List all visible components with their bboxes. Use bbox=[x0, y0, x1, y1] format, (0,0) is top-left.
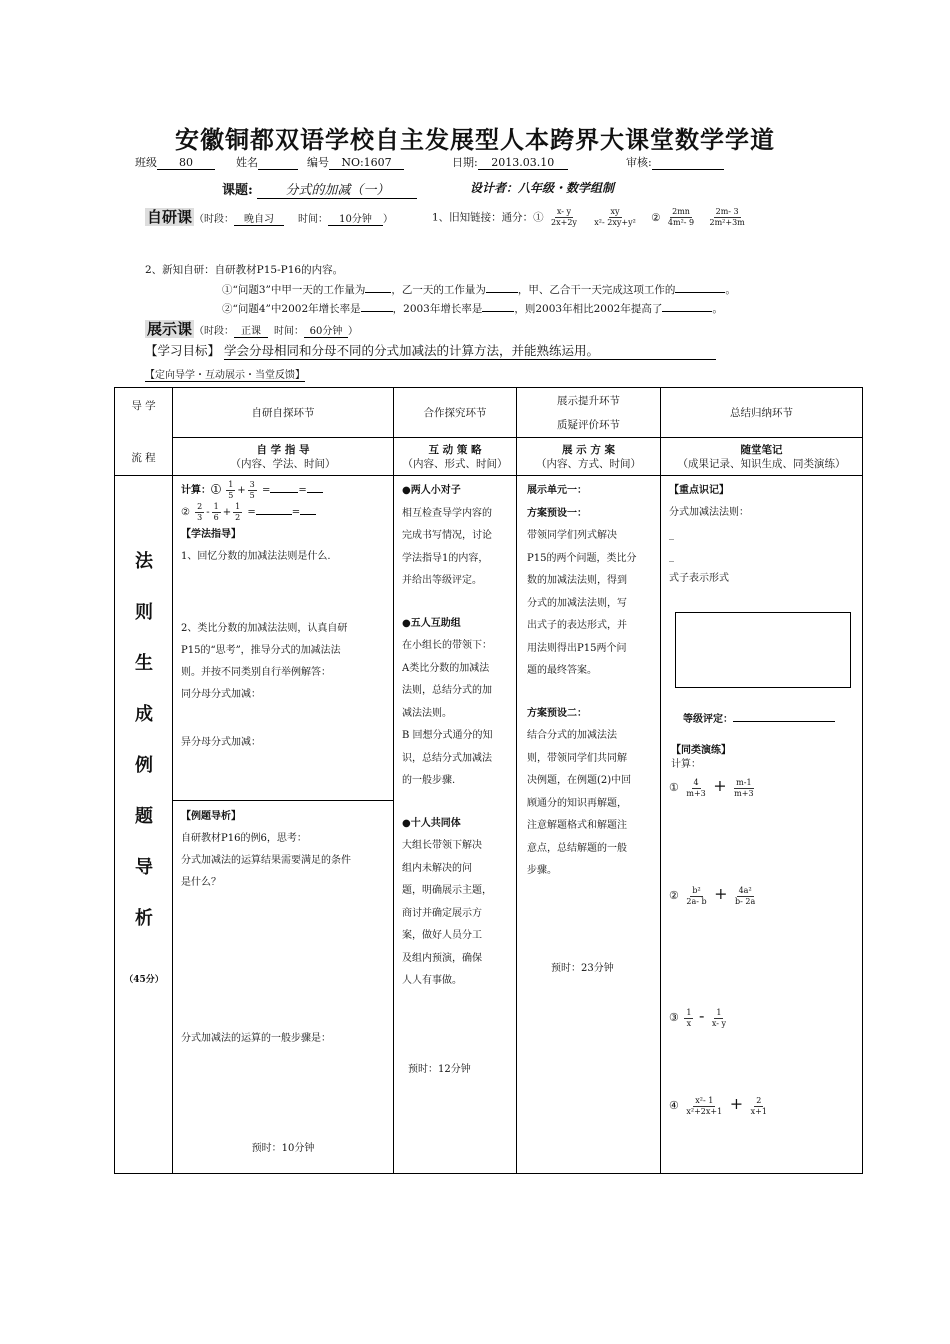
question-1 bbox=[222, 281, 736, 297]
key-block bbox=[661, 476, 862, 594]
topic-line bbox=[222, 179, 417, 199]
op: = bbox=[247, 507, 256, 518]
flow-header bbox=[115, 388, 173, 476]
denominator: 3 bbox=[197, 513, 203, 522]
self-study-time-open: （时段： bbox=[194, 214, 235, 225]
show-duration: 60分钟 bbox=[304, 322, 348, 338]
op: = bbox=[298, 485, 307, 496]
class-value: 80 bbox=[157, 156, 215, 170]
side-char: 成 bbox=[135, 704, 153, 725]
flow-bottom: 流 程 bbox=[131, 451, 156, 464]
review-label: 审核: bbox=[626, 156, 652, 169]
self-study-time-label: 时间： bbox=[298, 214, 329, 225]
show-time: 预时：23分钟 bbox=[551, 963, 614, 974]
numerator: 1 bbox=[716, 1007, 722, 1017]
coop-block bbox=[394, 476, 516, 997]
goal-label: 【学习目标】 bbox=[145, 343, 221, 358]
fraction bbox=[684, 1096, 724, 1117]
numerator: 4 bbox=[693, 777, 699, 787]
sub3-title: 展 示 方 案 bbox=[562, 443, 615, 456]
show-block bbox=[517, 476, 660, 887]
topic-label: 课题: bbox=[222, 183, 253, 198]
self-study-close: ） bbox=[383, 214, 394, 225]
denominator: x bbox=[686, 1018, 692, 1028]
numerator: m-1 bbox=[736, 777, 752, 787]
fraction bbox=[212, 502, 221, 523]
self-study-duration: 10分钟 bbox=[328, 210, 383, 226]
show-title: 展示课 bbox=[147, 320, 193, 338]
col3-line2: 质疑评价环节 bbox=[557, 418, 620, 431]
denominator: 4m²- 9 bbox=[667, 218, 695, 227]
op: - bbox=[698, 1006, 705, 1025]
example-text: 分式加减法的运算结果需要满足的条件 bbox=[181, 855, 351, 866]
grade-label: 等级评定： bbox=[683, 714, 733, 725]
calc-line-2 bbox=[181, 502, 385, 524]
show-period: 正课 bbox=[234, 322, 268, 338]
numerator: 2 bbox=[756, 1095, 762, 1105]
method-2: P15的“思考”，推导分式的加减法法 bbox=[181, 645, 341, 656]
plan1-text: 数的加减法法则，得到 bbox=[527, 575, 627, 586]
review-exercise bbox=[432, 207, 749, 228]
side-column bbox=[115, 476, 173, 1174]
sub3-desc: （内容、方式、时间） bbox=[536, 457, 641, 470]
sub1-title: 自 学 指 导 bbox=[256, 443, 310, 456]
fraction bbox=[226, 480, 235, 501]
pair-text: 相互检查导学内容的 bbox=[402, 507, 492, 519]
plan1-text: P15的两个问题，类比分 bbox=[527, 552, 637, 564]
date-field bbox=[452, 154, 568, 170]
fraction bbox=[684, 778, 707, 799]
calc-block bbox=[173, 476, 393, 758]
mode-text: 【定向导学・互动展示・当堂反馈】 bbox=[145, 366, 305, 382]
fraction bbox=[248, 480, 257, 501]
op: - bbox=[206, 507, 210, 518]
show-unit: 展示单元一： bbox=[527, 485, 587, 496]
self-time: 预时：10分钟 bbox=[251, 1143, 315, 1154]
show-close: ） bbox=[348, 326, 359, 337]
practice-block bbox=[671, 744, 731, 772]
fraction bbox=[684, 886, 708, 907]
side-time: （45分） bbox=[124, 975, 164, 985]
practice-calc: 计算： bbox=[671, 759, 701, 770]
sub-header-summary bbox=[661, 438, 863, 476]
fraction bbox=[592, 207, 638, 228]
plan1-text: 分式的加减法法则，写 bbox=[527, 597, 627, 609]
ten-text: 题，明确展示主题， bbox=[402, 885, 492, 896]
rule-blank: _ bbox=[669, 551, 674, 562]
page-title: 安徽铜都双语学校自主发展型人本跨界大课堂数学学道 bbox=[175, 125, 775, 154]
example-block bbox=[173, 802, 393, 898]
ten-label: ●十人共同体 bbox=[402, 817, 461, 829]
side-char: 析 bbox=[135, 908, 153, 929]
class-label: 班级 bbox=[135, 156, 157, 169]
q1-text: ，乙一天的工作量为 bbox=[391, 284, 486, 296]
blank bbox=[361, 300, 393, 312]
show-heading bbox=[145, 318, 358, 339]
col-header-self: 自研自探环节 bbox=[173, 388, 394, 438]
five-text: 的一般步骤. bbox=[402, 775, 456, 786]
show-time-open: （时段： bbox=[194, 326, 235, 337]
numerator: x²- 1 bbox=[695, 1095, 714, 1105]
op: = bbox=[291, 507, 301, 518]
date-label: 日期: bbox=[452, 156, 478, 169]
q1-text: ，甲、乙合干一天完成这项工作的 bbox=[517, 284, 676, 296]
blank bbox=[486, 281, 518, 293]
q2-text: ②“问题4”中2002年增长率是 bbox=[222, 303, 361, 315]
fraction bbox=[233, 502, 242, 523]
name-value bbox=[258, 156, 298, 170]
plan2-text: 顾通分的知识再解题， bbox=[527, 797, 627, 809]
blank bbox=[675, 281, 725, 293]
blank bbox=[365, 281, 391, 293]
sub4-desc: （成果记录、知识生成、同类演练） bbox=[677, 457, 846, 470]
method-2: 则。并按不同类别自行举例解答： bbox=[181, 667, 331, 678]
number-field bbox=[307, 154, 404, 170]
review-value bbox=[652, 156, 724, 170]
plan2-text: 决例题，在例题(2)中回 bbox=[527, 775, 632, 786]
steps-prompt: 分式加减法的运算的一般步骤是： bbox=[181, 1033, 331, 1044]
flow-top: 导 学 bbox=[131, 399, 156, 412]
calc-label: 计算：① bbox=[181, 485, 221, 496]
number-value: NO:1607 bbox=[329, 156, 404, 170]
mark: ② bbox=[651, 211, 661, 224]
divider bbox=[173, 800, 393, 801]
pair-label: ●两人小对子 bbox=[402, 485, 461, 496]
self-study-period: 晚自习 bbox=[234, 210, 284, 226]
plan1-text: 出式子的表达形式，并 bbox=[527, 620, 627, 631]
plan2-text: 步骤。 bbox=[527, 865, 557, 876]
plan1-label: 方案预设一： bbox=[527, 507, 587, 519]
fraction bbox=[732, 778, 755, 799]
grade-line bbox=[683, 710, 835, 725]
denominator: 2a- b bbox=[686, 896, 707, 906]
self-study-heading bbox=[145, 206, 393, 227]
plan2-text: 则，带领同学们共同解 bbox=[527, 752, 627, 764]
number-label: 编号 bbox=[307, 156, 329, 169]
coop-time: 预时：12分钟 bbox=[408, 1064, 471, 1075]
method-1: 1、回忆分数的加减法法则是什么. bbox=[181, 551, 331, 562]
rule-label: 分式加减法法则： bbox=[669, 507, 749, 518]
op: + bbox=[713, 776, 727, 795]
ten-text: 及组内预演，确保 bbox=[402, 952, 482, 964]
sub2-title: 互 动 策 略 bbox=[428, 443, 482, 456]
denominator: m+3 bbox=[734, 788, 754, 798]
summary-cell bbox=[661, 476, 863, 1174]
ten-text: 商讨并确定展示方 bbox=[402, 907, 482, 919]
numerator: 2mn bbox=[672, 207, 690, 216]
practice-1 bbox=[669, 776, 758, 799]
denominator: x²+2x+1 bbox=[686, 1106, 723, 1116]
op: + bbox=[237, 485, 246, 496]
mark: ④ bbox=[669, 1099, 679, 1112]
ten-text: 组内未解决的问 bbox=[402, 862, 472, 874]
review-prompt: 1、旧知链接：通分：① bbox=[432, 211, 544, 224]
denominator: 2m²+3m bbox=[709, 218, 745, 227]
date-value: 2013.03.10 bbox=[478, 156, 568, 170]
denominator: x²- 2xy+y² bbox=[594, 218, 636, 227]
op: = bbox=[261, 485, 271, 496]
side-char: 生 bbox=[135, 653, 153, 674]
denominator: 5 bbox=[228, 491, 234, 500]
fraction bbox=[666, 207, 696, 228]
five-text: 识，总结分式加减法 bbox=[402, 752, 492, 764]
numerator: xy bbox=[610, 207, 620, 216]
side-chars bbox=[115, 542, 173, 950]
goal-text: 学会分母相同和分母不同的分式加减法的计算方法，并能熟练运用。 bbox=[224, 341, 716, 360]
plan2-text: 意点，总结解题的一般 bbox=[527, 842, 627, 854]
new-knowledge-prompt: 2、新知自研：自研教材P15-P16的内容。 bbox=[145, 264, 344, 276]
fraction bbox=[733, 886, 757, 907]
blank bbox=[733, 710, 835, 722]
fraction bbox=[710, 1008, 728, 1029]
fraction bbox=[707, 207, 746, 228]
side-char: 法 bbox=[135, 551, 153, 572]
op: + bbox=[222, 507, 232, 518]
lesson-table bbox=[114, 387, 863, 1174]
self-study-cell bbox=[173, 476, 394, 1174]
sub-header-self bbox=[173, 438, 394, 476]
sub-header-coop bbox=[394, 438, 517, 476]
numerator: 1 bbox=[228, 480, 234, 489]
practice-2 bbox=[669, 884, 759, 907]
blank bbox=[662, 300, 712, 312]
sub4-title: 随堂笔记 bbox=[740, 443, 783, 456]
practice-4 bbox=[669, 1094, 771, 1117]
denominator: x- y bbox=[711, 1018, 727, 1028]
question-2 bbox=[222, 300, 723, 316]
plan1-text: 用法则得出P15两个问 bbox=[527, 642, 627, 654]
q2-text: ，则2003年相比2002年提高了 bbox=[514, 303, 663, 315]
method-label: 【学法指导】 bbox=[181, 529, 241, 540]
blank bbox=[300, 503, 316, 515]
mode-line bbox=[145, 366, 305, 382]
plan2-text: 结合分式的加减法法 bbox=[527, 730, 617, 741]
self-study-title: 自研课 bbox=[147, 208, 193, 226]
mark: ② bbox=[669, 889, 679, 902]
blank bbox=[256, 503, 292, 515]
q1-text: ①“问题3”中甲一天的工作量为 bbox=[222, 284, 366, 296]
op: + bbox=[729, 1094, 744, 1113]
fraction bbox=[684, 1008, 693, 1029]
practice-label: 【同类演练】 bbox=[671, 745, 731, 756]
sub2-desc: （内容、形式、时间） bbox=[402, 457, 508, 470]
denominator: m+3 bbox=[686, 788, 706, 798]
topic-value: 分式的加减（一） bbox=[257, 179, 417, 199]
denominator: 6 bbox=[213, 513, 219, 522]
numerator: 2m- 3 bbox=[715, 207, 739, 216]
sub1-desc: （内容、学法、时间） bbox=[230, 457, 336, 470]
plan2-text: 注意解题格式和解题注 bbox=[527, 820, 627, 831]
ten-text: 大组长带领下解决 bbox=[402, 840, 482, 851]
pair-text: 并给出等级评定。 bbox=[402, 575, 482, 586]
denominator: x+1 bbox=[750, 1106, 767, 1116]
formula-label: 式子表示形式 bbox=[669, 573, 729, 584]
coop-cell bbox=[394, 476, 517, 1174]
denominator: b- 2a bbox=[735, 896, 756, 906]
q2-text: 。 bbox=[712, 303, 723, 315]
col3-line1: 展示提升环节 bbox=[557, 394, 620, 407]
fraction bbox=[195, 502, 204, 523]
numerator: b² bbox=[692, 885, 701, 895]
mark: ② bbox=[181, 507, 190, 518]
side-char: 导 bbox=[135, 857, 153, 878]
numerator: 2 bbox=[197, 502, 203, 511]
plan1-text: 带领同学们列式解决 bbox=[527, 530, 617, 541]
name-label: 姓名 bbox=[236, 156, 258, 169]
blank bbox=[482, 300, 514, 312]
op: + bbox=[714, 884, 728, 903]
show-cell bbox=[517, 476, 661, 1174]
key-label: 【重点识记】 bbox=[669, 485, 729, 496]
numerator: 1 bbox=[235, 502, 241, 511]
pair-text: 完成书写情况，讨论 bbox=[402, 530, 492, 541]
col-header-show bbox=[517, 388, 661, 438]
review-field bbox=[626, 154, 724, 170]
side-char: 题 bbox=[135, 806, 153, 827]
q1-text: 。 bbox=[725, 284, 736, 296]
five-text: 法则，总结分式的加 bbox=[402, 685, 492, 696]
mark: ③ bbox=[669, 1011, 679, 1024]
col-header-summary: 总结归纳环节 bbox=[661, 388, 863, 438]
five-text: 减法法则。 bbox=[402, 707, 452, 719]
diff-denominator: 异分母分式加减： bbox=[181, 737, 261, 748]
five-text: A类比分数的加减法 bbox=[402, 662, 490, 674]
ten-text: 人人有事做。 bbox=[402, 975, 462, 986]
fraction bbox=[549, 207, 579, 228]
show-time-label: 时间： bbox=[274, 326, 305, 337]
method-2: 2、类比分数的加减法法则，认真自研 bbox=[181, 623, 348, 634]
formula-box bbox=[675, 612, 851, 688]
five-text: 在小组长的带领下： bbox=[402, 640, 492, 651]
denominator: 2x+2y bbox=[551, 218, 577, 227]
example-label: 【例题导析】 bbox=[181, 811, 241, 822]
blank bbox=[270, 481, 298, 493]
numerator: 1 bbox=[213, 502, 219, 511]
fraction bbox=[749, 1096, 769, 1117]
practice-3 bbox=[669, 1006, 730, 1029]
numerator: x- y bbox=[556, 207, 572, 216]
numerator: 3 bbox=[249, 480, 255, 489]
blank bbox=[307, 481, 323, 493]
q2-text: ，2003年增长率是 bbox=[392, 303, 483, 315]
plan1-text: 题的最终答案。 bbox=[527, 665, 597, 676]
numerator: 1 bbox=[686, 1007, 692, 1017]
col-header-coop: 合作探究环节 bbox=[394, 388, 517, 438]
denominator: 5 bbox=[249, 491, 255, 500]
denominator: 2 bbox=[235, 513, 241, 522]
ten-text: 案，做好人员分工 bbox=[402, 930, 482, 941]
learning-goal bbox=[145, 341, 716, 360]
class-field bbox=[135, 154, 215, 170]
numerator: 4a² bbox=[738, 885, 752, 895]
example-text: 自研教材P16的例6，思考： bbox=[181, 833, 307, 844]
example-text: 是什么？ bbox=[181, 877, 221, 888]
five-text: B 回想分式通分的知 bbox=[402, 730, 493, 741]
mark: ① bbox=[669, 781, 679, 794]
pair-text: 学法指导1的内容， bbox=[402, 552, 489, 564]
rule-blank: _ bbox=[669, 529, 674, 540]
five-label: ●五人互助组 bbox=[402, 617, 461, 629]
name-field bbox=[236, 154, 298, 170]
side-char: 例 bbox=[135, 755, 153, 776]
sub-header-show bbox=[517, 438, 661, 476]
plan2-label: 方案预设二： bbox=[527, 707, 587, 719]
same-denominator: 同分母分式加减： bbox=[181, 689, 261, 700]
designer: 设计者：八年级・数学组制 bbox=[470, 181, 615, 195]
side-char: 则 bbox=[135, 602, 153, 623]
calc-line-1 bbox=[181, 480, 385, 502]
